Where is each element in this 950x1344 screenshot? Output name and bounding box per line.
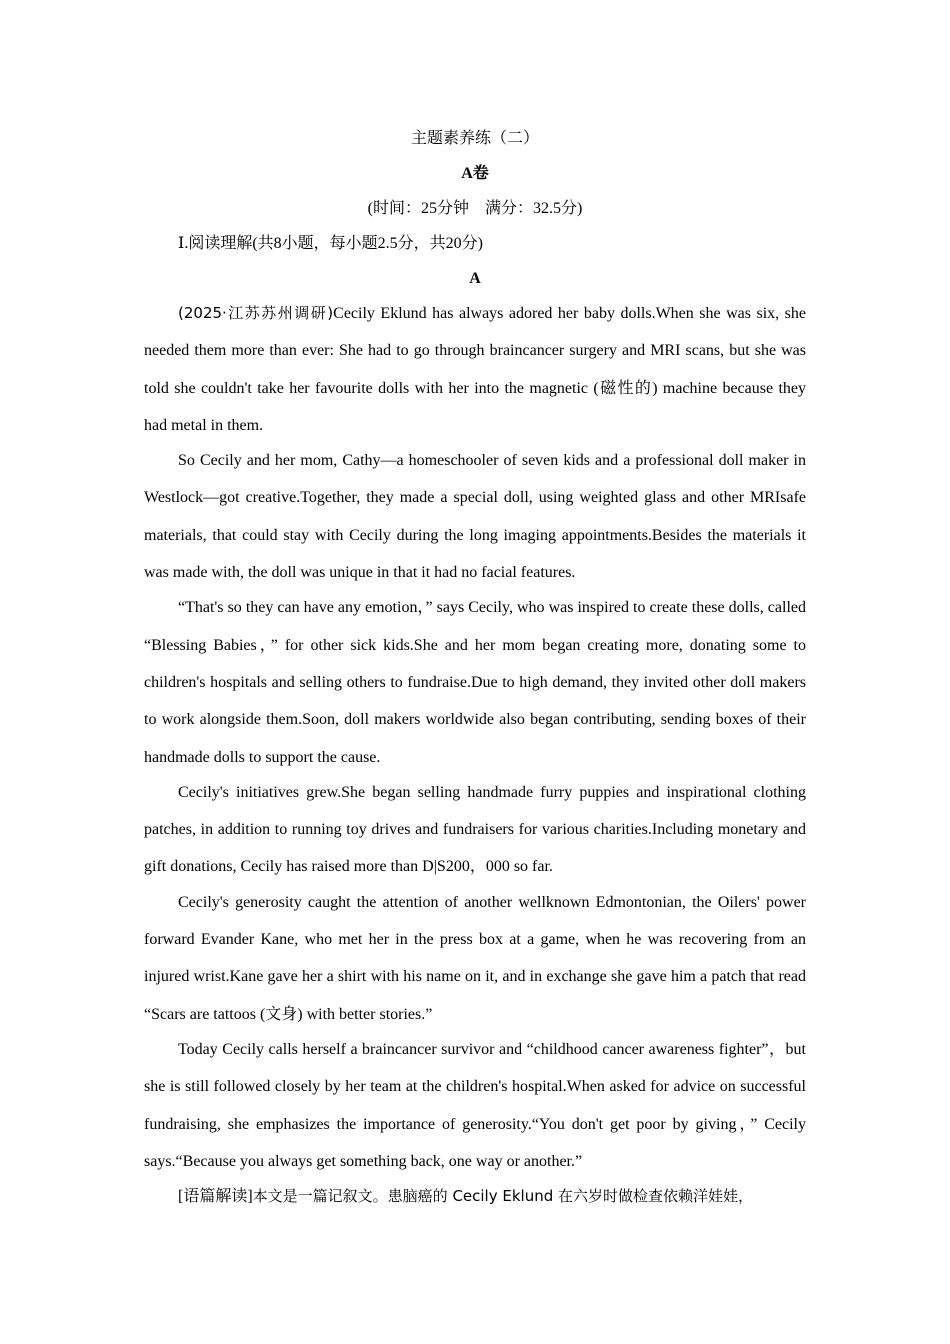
analysis-paragraph	[144, 1178, 806, 1215]
paragraph-5: Cecily's generosity caught the attention of another wellknown Edmontonian, the Oilers' power forward Evander Kane, who met her in the press box at a game, when he was recovering from an injured wrist.Kane gave her a shirt with his name on it, and in exchange she gave him a patch that read “Scars are tattoos (文身) with better stories.”	[144, 893, 806, 1023]
analysis-label: [语篇解读]	[178, 1188, 253, 1206]
paper-version: A卷	[461, 165, 489, 182]
paragraph-4: Cecily's initiatives grew.She began selling handmade furry puppies and inspirational clothing patches, in addition to running toy drives and fundraisers for various charities.Including monetary and gift donations, Cecily has raised more than D|S200，000 so far.	[144, 783, 806, 876]
passage-source: (2025·江苏苏州调研)	[178, 304, 334, 322]
paragraph-2: So Cecily and her mom, Cathy—a homeschooler of seven kids and a professional doll maker in Westlock—got creative.Together, they made a special doll, using weighted glass and other MRIsafe materials, that could stay with Cecily during the long imaging appointments.Besides the materials it was made with, the doll was unique in that it had no facial features.	[144, 452, 806, 582]
passage-body	[144, 295, 806, 1215]
paragraph-1	[144, 295, 806, 444]
page-title: 主题素养练（二）	[410, 128, 539, 147]
analysis-text: 本文是一篇记叙文。患脑癌的 Cecily Eklund 在六岁时做检查依赖洋娃娃，	[252, 1187, 754, 1206]
paragraph-1-text: Cecily Eklund has always adored her baby dolls.When she was six, she needed them more than ever: She had to go through braincancer surgery and MRI scans, but she was told she couldn't take her favourite dolls with her into the magnetic (磁性的) machine because they had metal in them.	[144, 305, 806, 434]
passage-label: A	[469, 270, 481, 287]
time-and-score: (时间：25分钟 满分：32.5分)	[367, 200, 583, 217]
section-heading: Ⅰ.阅读理解(共8小题，每小题2.5分，共20分)	[178, 235, 483, 252]
paragraph-6: Today Cecily calls herself a braincancer survivor and “childhood cancer awareness fighter”，but she is still followed closely by her team at the children's hospital.When asked for advice on successful fundraising, she emphasizes the importance of generosity.“You don't get poor by giving，” Cecily says.“Because you always get something back, one way or another.”	[144, 1040, 806, 1170]
paragraph-3: “That's so they can have any emotion，” says Cecily, who was inspired to create these dolls, called “Blessing Babies，” for other sick kids.She and her mom began creating more, donating some to children's hospitals and selling others to fundraise.Due to high demand, they invited other doll makers to work alongside them.Soon, doll makers worldwide also began contributing, sending boxes of their handmade dolls to support the cause.	[144, 599, 806, 766]
